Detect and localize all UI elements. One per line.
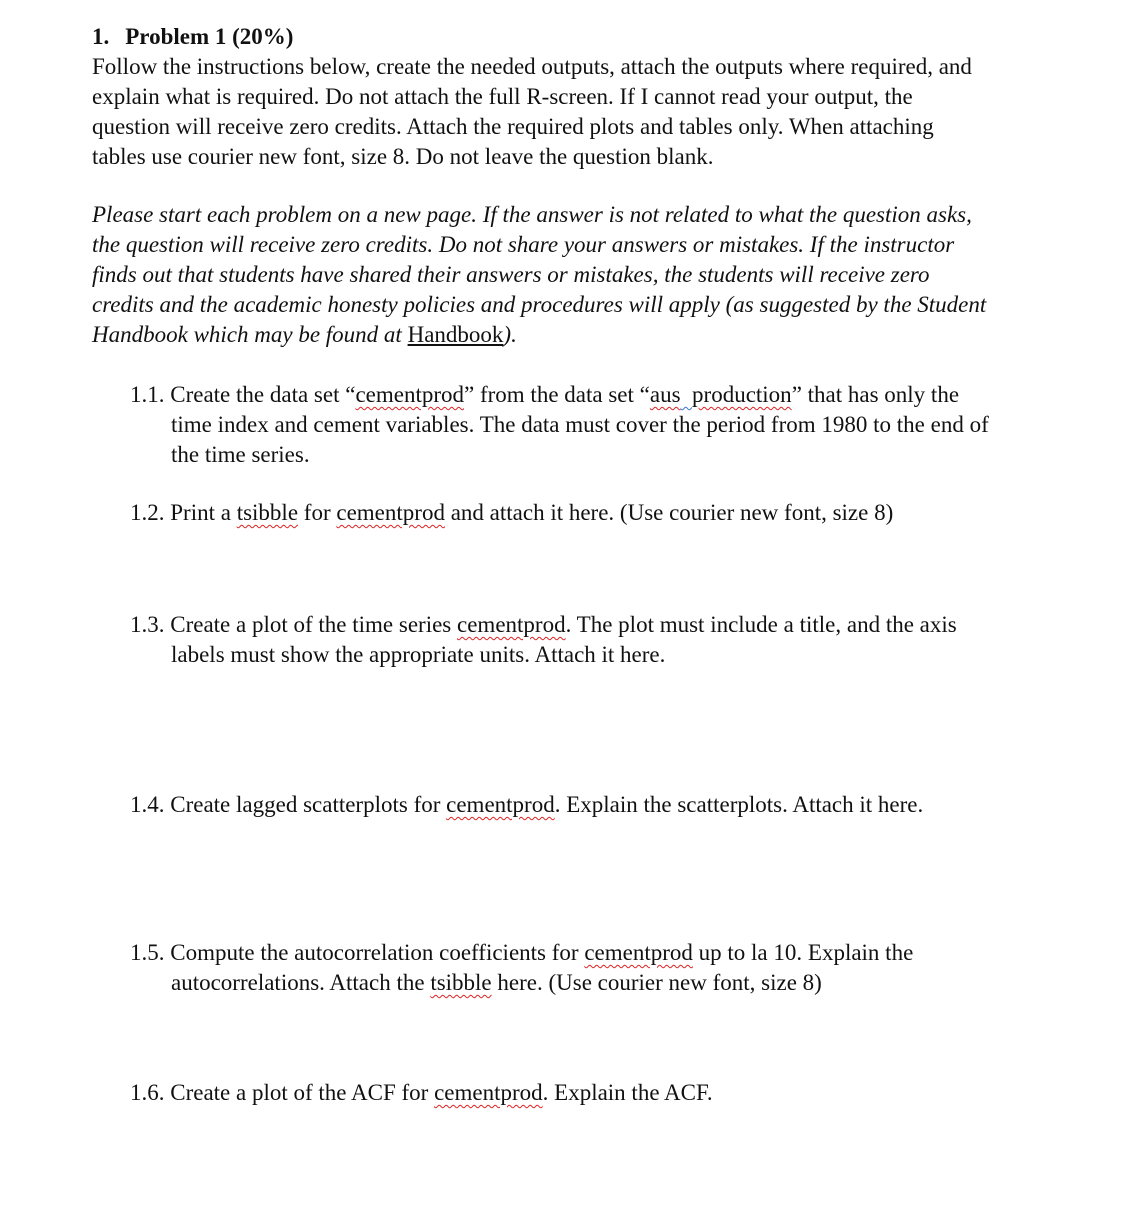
spell-flag-word: tsibble: [430, 970, 492, 995]
item-number: 1.1.: [130, 382, 165, 407]
item-text: and attach it here. (Use courier new font, size 8): [444, 500, 894, 525]
item-text: ” from the data set “: [464, 382, 650, 407]
item-text: Create the data set “: [170, 382, 356, 407]
item-1-5: [130, 938, 913, 968]
item-number: 1.5.: [130, 940, 165, 965]
intro-line: Follow the instructions below, create the needed outputs, attach the outputs where required, and: [92, 54, 972, 79]
policy-line: Please start each problem on a new page. If the answer is not related to what the question asks,: [92, 202, 972, 227]
item-1-1-line2: time index and cement variables. The data must cover the period from 1980 to the end of: [171, 412, 989, 437]
item-1-1: [130, 380, 959, 410]
intro-line: question will receive zero credits. Attach the required plots and tables only. When attaching: [92, 114, 934, 139]
policy-text: Handbook which may be found at: [92, 322, 408, 347]
item-1-3: [130, 610, 957, 640]
item-text: Create a plot of the time series: [170, 612, 458, 637]
problem-number: 1.: [92, 24, 110, 49]
spell-flag-word: cementprod: [446, 792, 555, 817]
spell-flag-word: cementprod: [584, 940, 693, 965]
item-1-2: [130, 498, 893, 528]
policy-text: ).: [503, 322, 517, 347]
item-1-5-line2: [171, 968, 822, 998]
grammar-flag: _: [680, 382, 693, 407]
item-number: 1.4.: [130, 792, 165, 817]
item-number: 1.2.: [130, 500, 165, 525]
item-1-6: [130, 1078, 713, 1108]
item-text: up to la 10. Explain the: [692, 940, 914, 965]
item-1-3-line2: labels must show the appropriate units. Attach it here.: [171, 642, 666, 667]
policy-line: credits and the academic honesty policies and procedures will apply (as suggested by the Student: [92, 292, 987, 317]
spell-flag-word: cementprod: [457, 612, 566, 637]
spell-flag-word: aus: [649, 382, 681, 407]
item-1-1-line3: the time series.: [171, 442, 310, 467]
spell-flag-word: production: [692, 382, 792, 407]
spell-flag-word: cementprod: [355, 382, 465, 407]
item-text: here. (Use courier new font, size 8): [491, 970, 822, 995]
item-text: . Explain the scatterplots. Attach it here.: [554, 792, 924, 817]
item-text: autocorrelations. Attach the: [171, 970, 431, 995]
policy-line-last: [92, 320, 517, 350]
intro-line: explain what is required. Do not attach the full R-screen. If I cannot read your output, the: [92, 84, 913, 109]
problem-title: Problem 1 (20%): [125, 24, 294, 49]
policy-line: finds out that students have shared their answers or mistakes, the students will receive zero: [92, 262, 930, 287]
item-number: 1.3.: [130, 612, 165, 637]
item-text: for: [298, 500, 337, 525]
policy-line: the question will receive zero credits. Do not share your answers or mistakes. If the instructor: [92, 232, 955, 257]
item-text: ” that has only the: [791, 382, 960, 407]
spell-flag-word: tsibble: [236, 500, 299, 525]
spell-flag-word: cementprod: [336, 500, 445, 525]
item-text: . The plot must include a title, and the axis: [565, 612, 957, 637]
item-number: 1.6.: [130, 1080, 165, 1105]
intro-line: tables use courier new font, size 8. Do not leave the question blank.: [92, 144, 714, 169]
item-text: Create a plot of the ACF for: [170, 1080, 435, 1105]
handbook-link[interactable]: Handbook: [407, 322, 504, 347]
problem-heading: [92, 22, 293, 52]
item-text: Compute the autocorrelation coefficients for: [170, 940, 585, 965]
item-1-4: [130, 790, 923, 820]
spell-flag-word: cementprod: [434, 1080, 543, 1105]
item-text: . Explain the ACF.: [542, 1080, 713, 1105]
item-text: Print a: [170, 500, 237, 525]
item-text: Create lagged scatterplots for: [170, 792, 447, 817]
